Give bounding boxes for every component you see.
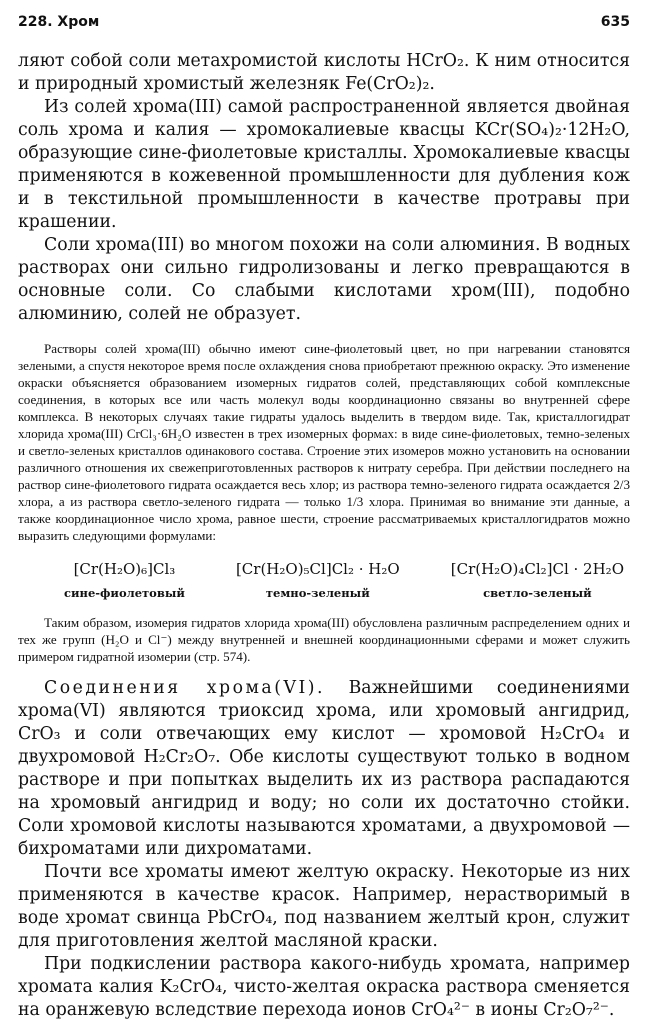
paragraph-4-text: Важнейшими соединениями хрома(VI) являются триоксид хрома, или хромовый ангидрид, CrO₃ и соли отвечающих ему кислот — хромовой H₂CrO₄ и двухромовой H₂Cr₂O₇. Обе кислоты существуют только в водном растворе и при попытках выделить их из раствора распадаются на хромовый ангидрид и воду; но соли их достаточно стойки. Соли хромовой кислоты называются хроматами, а двухромовой — бихроматами или дихроматами. <box>18 678 630 859</box>
paragraph-3: Соли хрома(III) во многом похожи на соли алюминия. В водных растворах они сильно гидролизованы и легко превращаются в основные соли. Со слабыми кислотами хром(III), подобно алюминию, солей не образует. <box>18 235 630 324</box>
page-body <box>18 50 630 1022</box>
small-print-paragraph-1: Растворы солей хрома(III) обычно имеют сине-фиолетовый цвет, но при нагревании становятся зелеными, а спустя некоторое время после охлаждения снова приобретают прежнюю окраску. Это изменение окраски объясняется образованием изомерных гидратов солей, представляющих собой комплексные соединения, в которых все или часть молекул воды координационно связаны во внутренней сфере комплекса. В некоторых случаях такие гидраты удалось выделить в твердом виде. Так, кристаллогидрат хлорида хрома(III) CrCl₃·6H₂O известен в трех изомерных формах: в виде сине-фиолетовых, темно-зеленых и светло-зеленых кристаллов одинакового состава. Строение этих изомеров можно установить на основании различного отношения их свежеприготовленных растворов к нитрату серебра. При действии последнего на раствор сине-фиолетового гидрата осаждается весь хлор; из раствора темно-зеленого гидрата осаждается 2/3 хлора, а из раствора светло-зеленого гидрата — только 1/3 хлора. Принимая во внимание эти данные, а также координационное число хрома, равное шести, строение рассматриваемых кристаллогидратов можно выразить следующими формулами: <box>18 341 630 543</box>
formula-label: темно-зеленый <box>265 586 370 600</box>
running-title: 228. Хром <box>18 14 100 30</box>
isomer-formulas <box>64 560 624 600</box>
formula-violet <box>64 560 185 600</box>
small-print-paragraph-2: Таким образом, изомерия гидратов хлорида хрома(III) обусловлена различным распределением одних и тех же групп (H₂O и Cl⁻) между внутренней и внешней координационными сферами и может служить примером гидратной изомерии (стр. 574). <box>18 615 630 664</box>
paragraph-4 <box>18 677 630 861</box>
paragraph-1: ляют собой соли метахромистой кислоты HCrO₂. К ним относится и природный хромистый железняк Fe(CrO₂)₂. <box>18 51 630 94</box>
formula-label: сине-фиолетовый <box>64 586 185 600</box>
formula-text: [Cr(H₂O)₆]Cl₃ <box>73 560 176 578</box>
paragraph-2: Из солей хрома(III) самой распространенной является двойная соль хрома и калия — хромокалиевые квасцы KCr(SO₄)₂·12H₂O, образующие сине-фиолетовые кристаллы. Хромокалиевые квасцы применяются в кожевенной промышленности для дубления кож и в текстильной промышленности в качестве протравы при крашении. <box>18 97 630 232</box>
section-heading: Соединения хрома(VI). <box>44 678 326 698</box>
page-header <box>18 14 630 36</box>
page-number: 635 <box>600 14 630 30</box>
formula-light-green <box>451 560 624 600</box>
paragraph-6: При подкислении раствора какого-нибудь хромата, например хромата калия K₂CrO₄, чисто-желтая окраска раствора сменяется на оранжевую вследствие перехода ионов CrO₄²⁻ в ионы Cr₂O₇²⁻. <box>18 954 630 1020</box>
formula-label: светло-зеленый <box>483 586 592 600</box>
formula-text: [Cr(H₂O)₅Cl]Cl₂ · H₂O <box>235 560 400 578</box>
formula-dark-green <box>236 560 400 600</box>
paragraph-5: Почти все хроматы имеют желтую окраску. Некоторые из них применяются в качестве красок. Например, нерастворимый в воде хромат свинца PbCrO₄, под названием желтый крон, служит для приготовления желтой масляной краски. <box>18 862 630 951</box>
formula-text: [Cr(H₂O)₄Cl₂]Cl · 2H₂O <box>450 560 624 578</box>
